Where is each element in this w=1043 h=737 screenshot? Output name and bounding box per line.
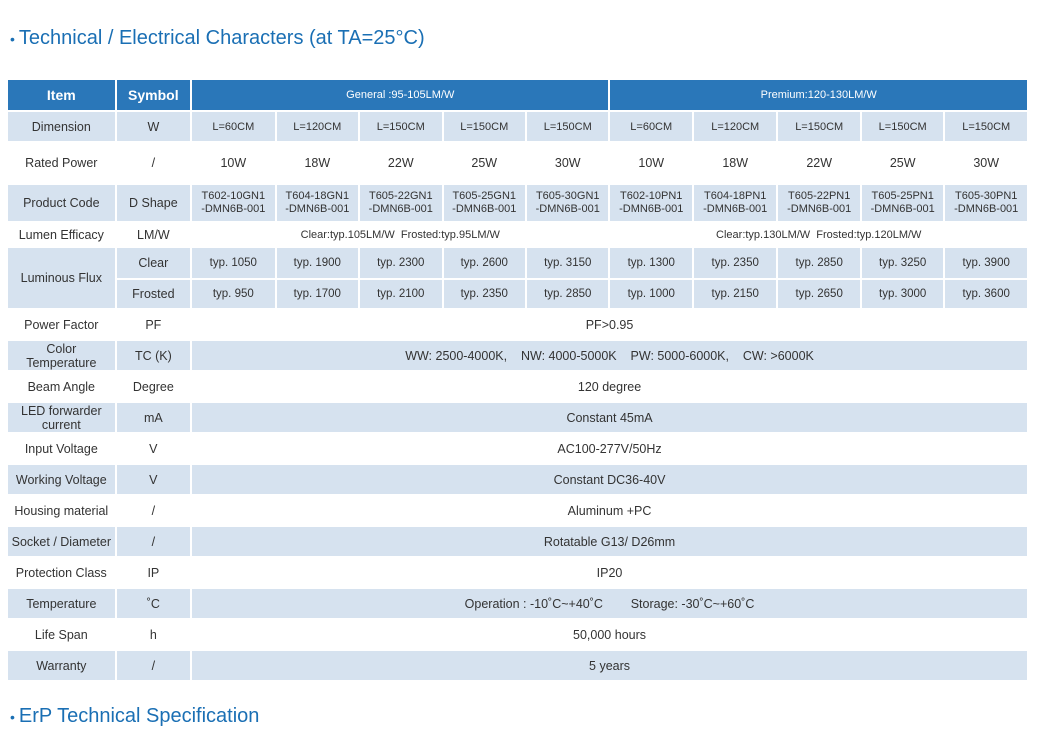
flux-clear-value: typ. 3250	[861, 247, 944, 279]
product-code-line2: -DMN6B-001	[535, 203, 600, 215]
rated-power-value: 30W	[526, 142, 609, 184]
product-code-line2: -DMN6B-001	[870, 203, 935, 215]
rated-power-value: 18W	[276, 142, 359, 184]
row-symbol: V	[116, 464, 191, 495]
row-symbol: /	[116, 650, 191, 681]
row-symbol: LM/W	[116, 222, 191, 247]
rated-power-value: 18W	[693, 142, 777, 184]
dimension-value: L=150CM	[526, 111, 609, 142]
row-symbol: ˚C	[116, 588, 191, 619]
row-symbol: Clear	[116, 247, 191, 279]
product-code-line1: T604-18GN1	[285, 190, 350, 202]
flux-frosted-value: typ. 1700	[276, 279, 359, 309]
row-label: Life Span	[8, 619, 116, 650]
product-code-cell	[861, 184, 944, 222]
bullet-icon: •	[10, 708, 15, 725]
row-symbol: /	[116, 526, 191, 557]
rated-power-value: 10W	[609, 142, 692, 184]
row-label: Power Factor	[8, 309, 116, 340]
row-label: Socket / Diameter	[8, 526, 116, 557]
row-label: LED forwarder current	[8, 402, 116, 433]
row-symbol: h	[116, 619, 191, 650]
product-code-cell	[191, 184, 275, 222]
row-label: Input Voltage	[8, 433, 116, 464]
table-row	[8, 222, 1028, 247]
flux-frosted-value: typ. 1000	[609, 279, 692, 309]
dimension-value: L=120CM	[276, 111, 359, 142]
row-label: Rated Power	[8, 142, 116, 184]
row-value: IP20	[191, 557, 1028, 588]
row-symbol: Degree	[116, 371, 191, 402]
row-symbol: Frosted	[116, 279, 191, 309]
rated-power-value: 30W	[944, 142, 1028, 184]
flux-clear-value: typ. 2300	[359, 247, 442, 279]
row-label: Protection Class	[8, 557, 116, 588]
product-code-line1: T605-25PN1	[871, 190, 934, 202]
row-symbol: /	[116, 142, 191, 184]
row-symbol: mA	[116, 402, 191, 433]
lumen-efficacy-general: Clear:typ.105LM/W Frosted:typ.95LM/W	[191, 222, 609, 247]
row-value: Rotatable G13/ D26mm	[191, 526, 1028, 557]
table-row	[8, 80, 1028, 111]
row-label: Housing material	[8, 495, 116, 526]
dimension-value: L=150CM	[944, 111, 1028, 142]
product-code-line1: T605-25GN1	[452, 190, 517, 202]
table-row	[8, 464, 1028, 495]
row-value: PF>0.95	[191, 309, 1028, 340]
row-label: Temperature	[8, 588, 116, 619]
product-code-line2: -DMN6B-001	[452, 203, 517, 215]
flux-frosted-value: typ. 2100	[359, 279, 442, 309]
row-label: Warranty	[8, 650, 116, 681]
row-symbol: W	[116, 111, 191, 142]
product-code-line2: -DMN6B-001	[954, 203, 1019, 215]
table-row	[8, 526, 1028, 557]
table-row	[8, 247, 1028, 279]
product-code-line2: -DMN6B-001	[201, 203, 266, 215]
flux-clear-value: typ. 3900	[944, 247, 1028, 279]
product-code-line1: T605-30GN1	[535, 190, 600, 202]
flux-clear-value: typ. 1050	[191, 247, 275, 279]
section-title: • Technical / Electrical Characters (at TA=25°C)	[10, 27, 425, 49]
table-row	[8, 371, 1028, 402]
table-row	[8, 402, 1028, 433]
row-symbol: TC (K)	[116, 340, 191, 371]
row-value: Constant 45mA	[191, 402, 1028, 433]
dimension-value: L=60CM	[609, 111, 692, 142]
rated-power-value: 22W	[777, 142, 860, 184]
flux-frosted-value: typ. 3000	[861, 279, 944, 309]
row-value: Operation : -10˚C~+40˚C Storage: -30˚C~+60˚C	[191, 588, 1028, 619]
dimension-value: L=150CM	[861, 111, 944, 142]
header-symbol: Symbol	[116, 80, 191, 111]
row-value: AC100-277V/50Hz	[191, 433, 1028, 464]
table-row	[8, 142, 1028, 184]
table-row	[8, 650, 1028, 681]
table-row	[8, 619, 1028, 650]
row-symbol: /	[116, 495, 191, 526]
flux-clear-value: typ. 3150	[526, 247, 609, 279]
row-label: Lumen Efficacy	[8, 222, 116, 247]
product-code-cell	[609, 184, 692, 222]
product-code-cell	[777, 184, 860, 222]
product-code-line2: -DMN6B-001	[703, 203, 768, 215]
product-code-line2: -DMN6B-001	[787, 203, 852, 215]
flux-frosted-value: typ. 2650	[777, 279, 860, 309]
row-label: Luminous Flux	[8, 247, 116, 309]
row-label: Working Voltage	[8, 464, 116, 495]
header-general: General :95-105LM/W	[191, 80, 609, 111]
row-value: 50,000 hours	[191, 619, 1028, 650]
row-label: Product Code	[8, 184, 116, 222]
product-code-line1: T605-30PN1	[955, 190, 1018, 202]
row-symbol: V	[116, 433, 191, 464]
row-value: Constant DC36-40V	[191, 464, 1028, 495]
product-code-cell	[443, 184, 526, 222]
flux-frosted-value: typ. 2150	[693, 279, 777, 309]
rated-power-value: 22W	[359, 142, 442, 184]
row-symbol: D Shape	[116, 184, 191, 222]
row-symbol: IP	[116, 557, 191, 588]
dimension-value: L=150CM	[359, 111, 442, 142]
product-code-line2: -DMN6B-001	[368, 203, 433, 215]
table-row	[8, 111, 1028, 142]
row-label: Beam Angle	[8, 371, 116, 402]
row-symbol: PF	[116, 309, 191, 340]
row-value: 5 years	[191, 650, 1028, 681]
product-code-line1: T605-22GN1	[368, 190, 433, 202]
dimension-value: L=120CM	[693, 111, 777, 142]
lumen-efficacy-premium: Clear:typ.130LM/W Frosted:typ.120LM/W	[609, 222, 1028, 247]
header-item: Item	[8, 80, 116, 111]
row-label: Dimension	[8, 111, 116, 142]
dimension-value: L=60CM	[191, 111, 275, 142]
flux-clear-value: typ. 2850	[777, 247, 860, 279]
rated-power-value: 25W	[443, 142, 526, 184]
table-row	[8, 495, 1028, 526]
product-code-line1: T602-10PN1	[620, 190, 683, 202]
flux-frosted-value: typ. 950	[191, 279, 275, 309]
table-row	[8, 309, 1028, 340]
row-value: 120 degree	[191, 371, 1028, 402]
header-premium: Premium:120-130LM/W	[609, 80, 1028, 111]
flux-clear-value: typ. 1900	[276, 247, 359, 279]
row-label: Color Temperature	[8, 340, 116, 371]
product-code-cell	[944, 184, 1028, 222]
product-code-cell	[526, 184, 609, 222]
product-code-line1: T604-18PN1	[704, 190, 767, 202]
flux-clear-value: typ. 1300	[609, 247, 692, 279]
product-code-cell	[276, 184, 359, 222]
section-title-erp: • ErP Technical Specification	[10, 705, 260, 727]
flux-clear-value: typ. 2350	[693, 247, 777, 279]
row-value: Aluminum +PC	[191, 495, 1028, 526]
table-row	[8, 340, 1028, 371]
bullet-icon: •	[10, 30, 15, 47]
flux-frosted-value: typ. 2850	[526, 279, 609, 309]
product-code-line2: -DMN6B-001	[285, 203, 350, 215]
table-row	[8, 184, 1028, 222]
table-row	[8, 433, 1028, 464]
dimension-value: L=150CM	[777, 111, 860, 142]
flux-clear-value: typ. 2600	[443, 247, 526, 279]
table-row	[8, 557, 1028, 588]
rated-power-value: 25W	[861, 142, 944, 184]
flux-frosted-value: typ. 2350	[443, 279, 526, 309]
table-row	[8, 279, 1028, 309]
product-code-line2: -DMN6B-001	[619, 203, 684, 215]
product-code-cell	[693, 184, 777, 222]
product-code-line1: T602-10GN1	[201, 190, 266, 202]
spec-table	[8, 80, 1029, 682]
dimension-value: L=150CM	[443, 111, 526, 142]
flux-frosted-value: typ. 3600	[944, 279, 1028, 309]
rated-power-value: 10W	[191, 142, 275, 184]
product-code-line1: T605-22PN1	[788, 190, 851, 202]
row-value: WW: 2500-4000K, NW: 4000-5000K PW: 5000-6000K, CW: >6000K	[191, 340, 1028, 371]
product-code-cell	[359, 184, 442, 222]
table-row	[8, 588, 1028, 619]
